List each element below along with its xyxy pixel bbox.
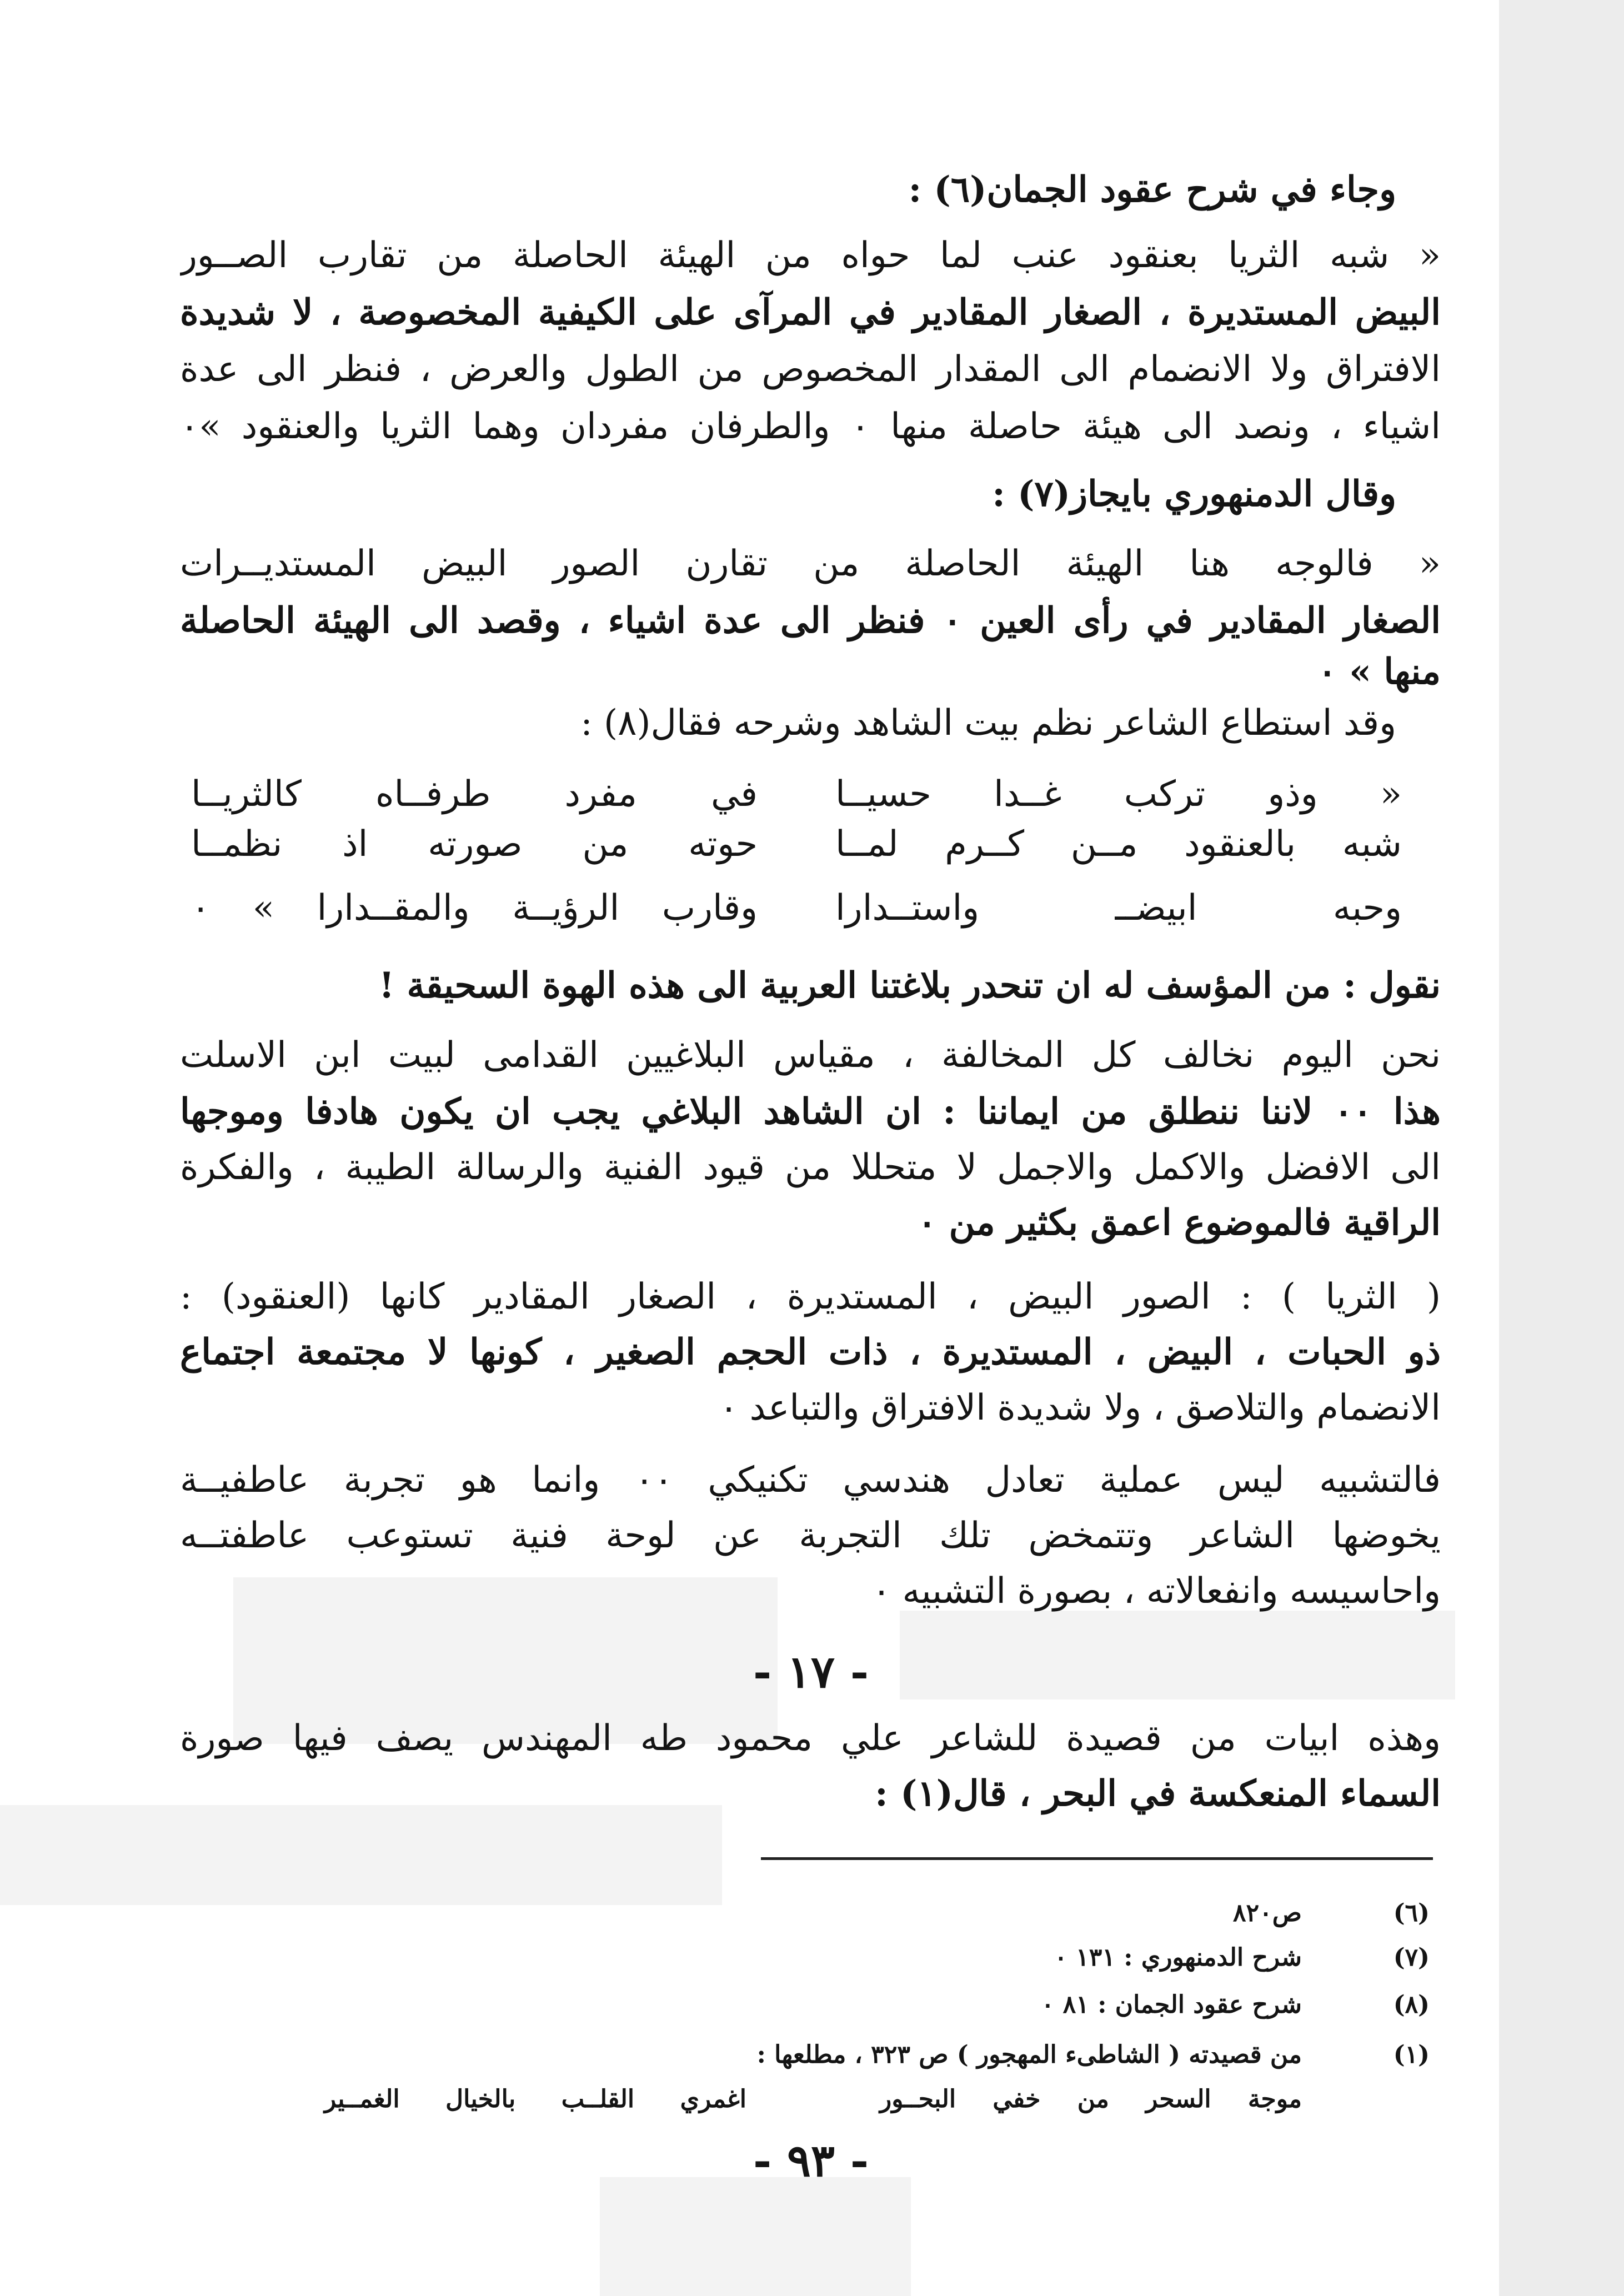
- verse-second-hemistich: في مفرد طرفــاه كالثريــا: [191, 774, 758, 815]
- footnote-number: (٨): [1393, 1991, 1430, 2019]
- comment-line: نقول : من المؤسف له ان تنحدر بلاغتنا العربية الى هذه الهوة السحيقة !: [379, 965, 1441, 1006]
- verse-second-hemistich: حوته من صورته اذ نظمــا: [191, 824, 758, 865]
- verse-first-hemistich: وحبه ابيضــ واستــدارا: [835, 888, 1402, 929]
- footnote-number: (١): [1393, 2041, 1430, 2069]
- verse-first-hemistich: « وذو تركب غــدا حسيــا: [835, 774, 1402, 815]
- quote-line: منها » ٠: [1317, 651, 1441, 693]
- poem-verse: [191, 880, 1402, 936]
- body-line: فالتشبيه ليس عملية تعادل هندسي تكنيكي ٠٠ وانما هو تجربة عاطفيــة: [180, 1460, 1441, 1501]
- body-line: واحاسيسه وانفعالاته ، بصورة التشبيه ٠: [871, 1571, 1441, 1612]
- intro-line-poet: وقد استطاع الشاعر نظم بيت الشاهد وشرحه فقال(٨) :: [580, 703, 1396, 744]
- quote-line: الصغار المقادير في رأى العين ٠ فنظر الى عدة اشياء ، وقصد الى الهيئة الحاصلة: [180, 600, 1441, 641]
- footnote-text: من قصيدته ( الشاطىء المهجور ) ص ٣٢٣ ، مطلعها :: [756, 2041, 1302, 2069]
- outer-page-number: - ٩٣ -: [753, 2134, 869, 2187]
- body-line: ذو الحبات ، البيض ، المستديرة ، ذات الحجم الصغير ، كونها لا مجتمعة اجتماع: [180, 1331, 1441, 1373]
- quote-line: اشياء ، ونصد الى هيئة حاصلة منها ٠ والطرفان مفردان وهما الثريا والعنقود »٠: [180, 406, 1441, 447]
- body-line: نحن اليوم نخالف كل المخالفة ، مقياس البلاغيين القدامى لبيت ابن الاسلت: [180, 1035, 1441, 1076]
- intro-line-sharh-uqud: وجاء في شرح عقود الجمان(٦) :: [908, 169, 1396, 210]
- footnote-text: شرح عقود الجمان : ٨١ ٠: [1041, 1991, 1302, 2019]
- verse-first-hemistich: شبه بالعنقود مــن كــرم لمــا: [835, 824, 1402, 865]
- body-line: هذا ٠٠ لاننا ننطلق من ايماننا : ان الشاهد البلاغي يجب ان يكون هادفا وموجها: [180, 1091, 1441, 1132]
- verse-second-hemistich: اغمري القلــب بالخيال الغمــير: [324, 2085, 746, 2113]
- footnote-text: شرح الدمنهوري : ١٣١ ٠: [1054, 1943, 1302, 1972]
- body-line: الى الافضل والاكمل والاجمل لا متحللا من قيود الفنية والرسالة الطيبة ، والفكرة: [180, 1147, 1441, 1188]
- inner-page-number: - ١٧ -: [753, 1646, 869, 1698]
- quote-line: « شبه الثريا بعنقود عنب لما حواه من الهيئة الحاصلة من تقارب الصــور: [180, 235, 1441, 276]
- poem-verse: [191, 766, 1402, 822]
- body-line: ( الثريا ) : الصور البيض ، المستديرة ، الصغار المقادير كانها (العنقود) :: [180, 1276, 1441, 1317]
- footnote-number: (٧): [1393, 1943, 1430, 1972]
- body-line: وهذه ابيات من قصيدة للشاعر علي محمود طه المهندس يصف فيها صورة: [180, 1718, 1441, 1759]
- intro-line-damanhouri: وقال الدمنهوري بايجاز(٧) :: [992, 473, 1396, 515]
- body-line: يخوضها الشاعر وتتمخض تلك التجربة عن لوحة فنية تستوعب عاطفتــه: [180, 1515, 1441, 1556]
- footnote-number: (٦): [1393, 1899, 1430, 1927]
- poem-verse: [191, 816, 1402, 872]
- body-line: الانضمام والتلاصق ، ولا شديدة الافتراق والتباعد ٠: [719, 1387, 1441, 1428]
- verse-second-hemistich: وقارب الرؤيــة والمقــدارا » ٠: [191, 888, 758, 929]
- quote-line: الافتراق ولا الانضمام الى المقدار المخصوص من الطول والعرض ، فنظر الى عدة: [180, 349, 1441, 390]
- quote-line: « فالوجه هنا الهيئة الحاصلة من تقارن الصور البيض المستديــرات: [180, 543, 1441, 584]
- footnote-text: ص٨٢٠: [1232, 1899, 1302, 1927]
- body-line: السماء المنعكسة في البحر ، قال(١) :: [875, 1773, 1441, 1814]
- footnote-verse: [324, 2080, 1302, 2119]
- footnote-divider: [761, 1857, 1433, 1860]
- body-line: الراقية فالموضوع اعمق بكثير من ٠: [917, 1202, 1441, 1244]
- quote-line: البيض المستديرة ، الصغار المقادير في المرآى على الكيفية المخصوصة ، لا شديدة: [180, 292, 1441, 333]
- verse-first-hemistich: موجة السحر من خفي البحــور: [880, 2085, 1302, 2113]
